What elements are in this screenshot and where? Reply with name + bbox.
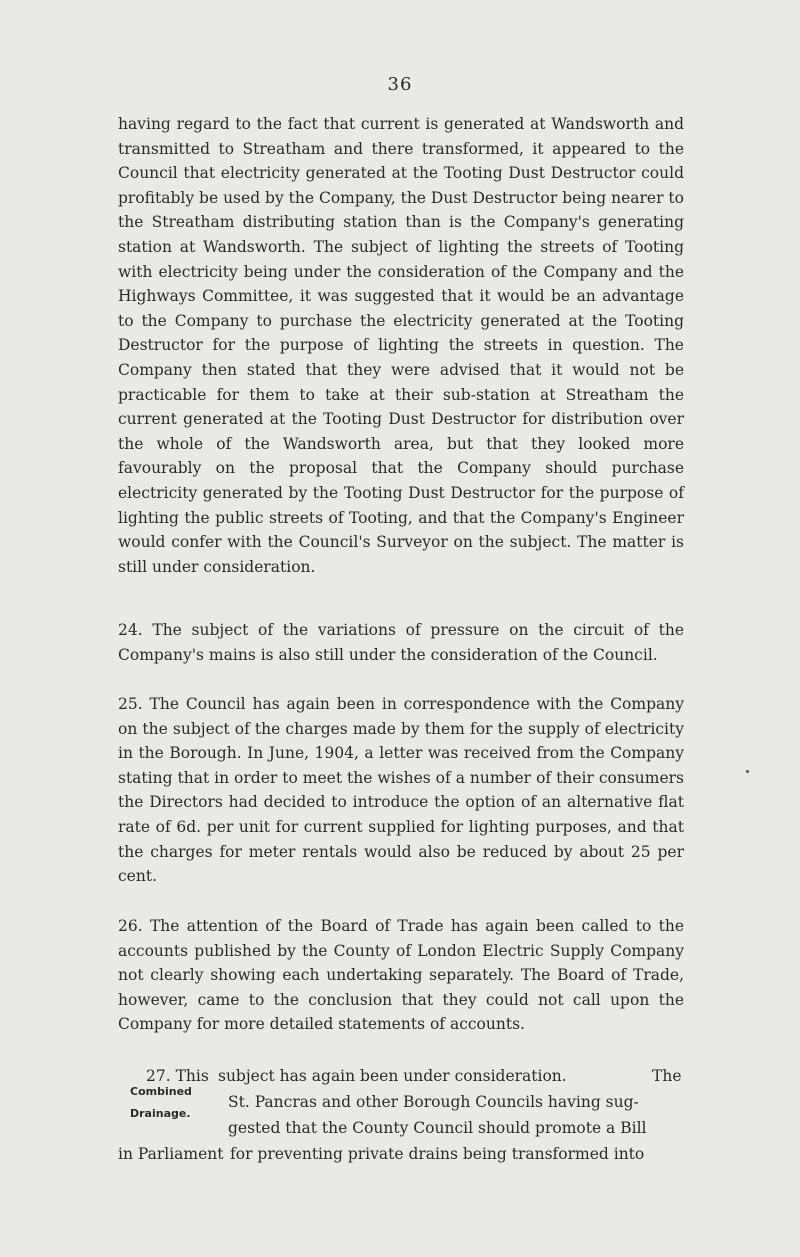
paragraph-intro-text: having regard to the fact that current is generated at Wandsworth and transmitted to Streatham and there transformed, it appeared to the Council that electricity generated at the Tooting Dust Destructor could profitably be used by the Company, the Dust Destructor being nearer to the Streatham distributing station than is the Company's generating station at Wandsworth. The subject of lighting the streets of Tooting with electricity being under the consideration of the Company and the Highways Committee, it was suggested that it would be an advantage to the Company to purchase the electricity generated at the Tooting Destructor for the purpose of lighting the streets in question. The Company then stated that they were advised that it would not be practicable for them to take at their sub-station at Streatham the current generated at the Tooting Dust Destructor for distribution over the whole of the Wandsworth area, but that they looked more favourably on the proposal that the Company should purchase electricity generated by the Tooting Dust Destructor for the purpose of lighting the public streets of Tooting, and that the Company's Engineer would confer with the Council's Surveyor on the subject. The matter is still under consideration. [118,115,684,576]
paragraph-27-line4-start: in Parliament [118,1145,224,1163]
paragraph-27-line4-end: for preventing private drains being transformed into [230,1145,645,1163]
paragraph-27-line2: St. Pancras and other Borough Councils having sug- [228,1093,639,1111]
paragraph-27 [118,1064,684,1184]
paragraph-24-text: 24. The subject of the variations of pressure on the circuit of the Company's mains is also still under the consideration of the Council. [118,621,684,664]
margin-note-line1: Combined [130,1085,192,1098]
paragraph-27-line3: gested that the County Council should promote a Bill [228,1119,647,1137]
page-number: 36 [387,74,413,95]
paragraph-27-line1-end: The [652,1067,682,1085]
stray-mark [746,770,749,773]
paragraph-25-text: 25. The Council has again been in correspondence with the Company on the subject of the charges made by them for the supply of electricity in the Borough. In June, 1904, a letter was received from the Company stating that in order to meet the wishes of a number of their consumers the Directors had decided to introduce the option of an alternative flat rate of 6d. per unit for current supplied for lighting purposes, and that the charges for meter rentals would also be reduced by about 25 per cent. [118,695,684,886]
paragraph-intro [118,112,684,579]
paragraph-26 [118,914,684,1037]
paragraph-25 [118,692,684,889]
paragraph-27-line1-middle: subject has again been under consideration. [218,1067,567,1085]
paragraph-24 [118,618,684,667]
paragraph-27-line1-start: 27. This [146,1067,209,1085]
paragraph-26-text: 26. The attention of the Board of Trade has again been called to the accounts published by the County of London Electric Supply Company not clearly showing each undertaking separately. The Board of Trade, however, came to the conclusion that they could not call upon the Company for more detailed statements of accounts. [118,917,684,1034]
margin-note-line2: Drainage. [130,1107,191,1120]
